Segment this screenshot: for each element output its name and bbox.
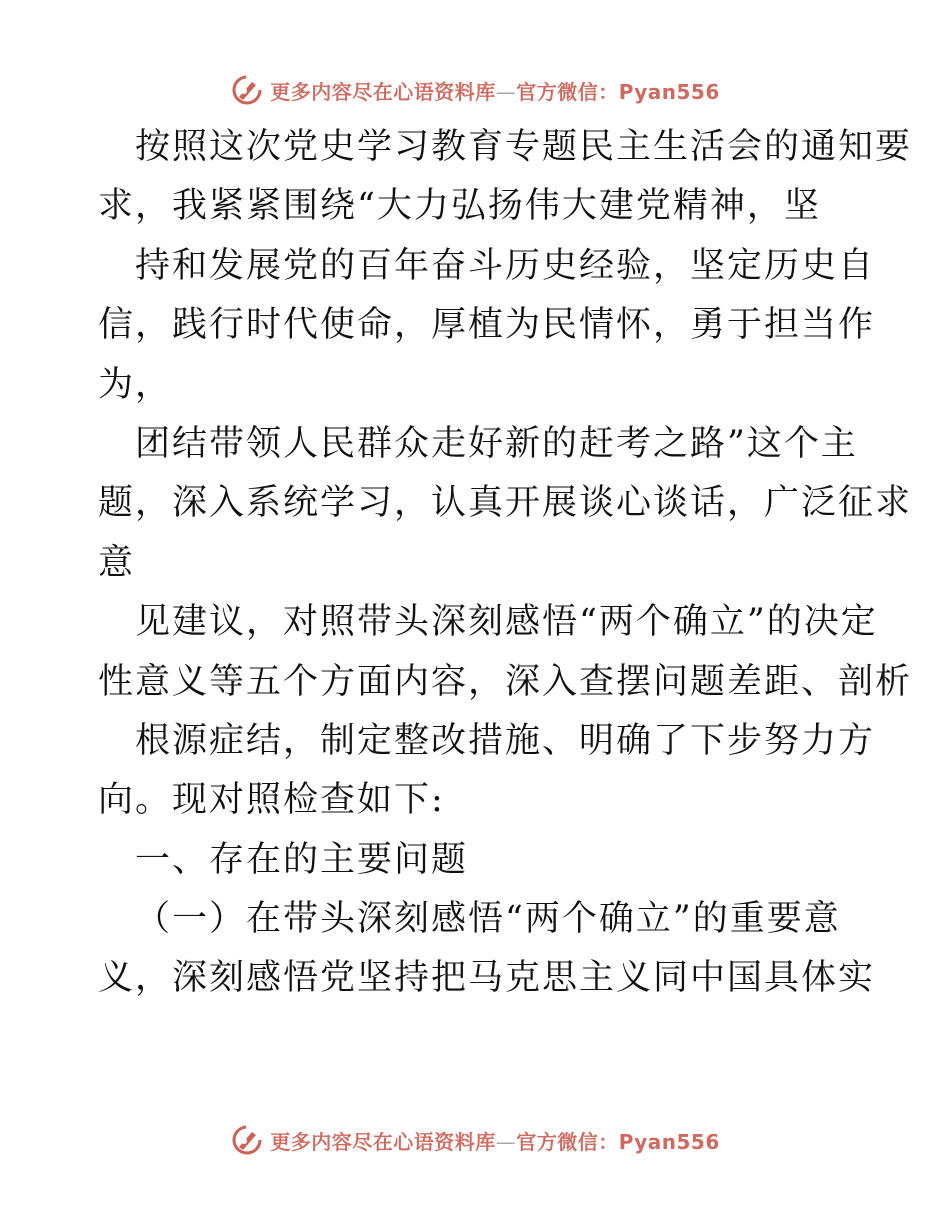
paragraph-line: 根源症结，制定整改措施、明确了下步努力方: [135, 720, 876, 761]
watermark-text: 更多内容尽在心语资料库—官方微信：Pyan556: [270, 1129, 720, 1154]
paragraph-line: 求，我紧紧围绕“大力弘扬伟大建党精神，坚: [98, 186, 821, 227]
document-body: [98, 118, 913, 1009]
paragraph-line: 义，深刻感悟党坚持把马克思主义同中国具体实: [98, 958, 876, 999]
paragraph-line: 意: [98, 542, 136, 583]
paragraph-line: 性意义等五个方面内容，深入查摆问题差距、剖析: [98, 661, 913, 702]
header-watermark: [0, 70, 950, 110]
paragraph-line: 向。现对照检查如下:: [98, 780, 445, 821]
paragraph-line: 见建议，对照带头深刻感悟“两个确立”的决定: [135, 602, 878, 643]
paragraph-line: 为，: [98, 364, 173, 405]
red-swirl-pen-logo-icon: [230, 1123, 264, 1157]
paragraph-line: 信，践行时代使命，厚植为民情怀，勇于担当作: [98, 305, 876, 346]
subsection-heading: （一）在带头深刻感悟“两个确立”的重要意: [135, 899, 841, 940]
red-swirl-pen-logo-icon: [230, 73, 264, 107]
watermark-text: 更多内容尽在心语资料库—官方微信：Pyan556: [270, 79, 720, 104]
footer-watermark: [0, 1120, 950, 1160]
paragraph-line: 按照这次党史学习教育专题民主生活会的通知要: [135, 127, 913, 167]
paragraph-line: 题，深入系统学习，认真开展谈心谈话，广泛征求: [98, 483, 913, 524]
paragraph-line: 团结带领人民群众走好新的赶考之路”这个主: [135, 423, 858, 464]
section-heading: 一、存在的主要问题: [135, 839, 469, 880]
paragraph-line: 持和发展党的百年奋斗历史经验，坚定历史自: [135, 245, 876, 286]
